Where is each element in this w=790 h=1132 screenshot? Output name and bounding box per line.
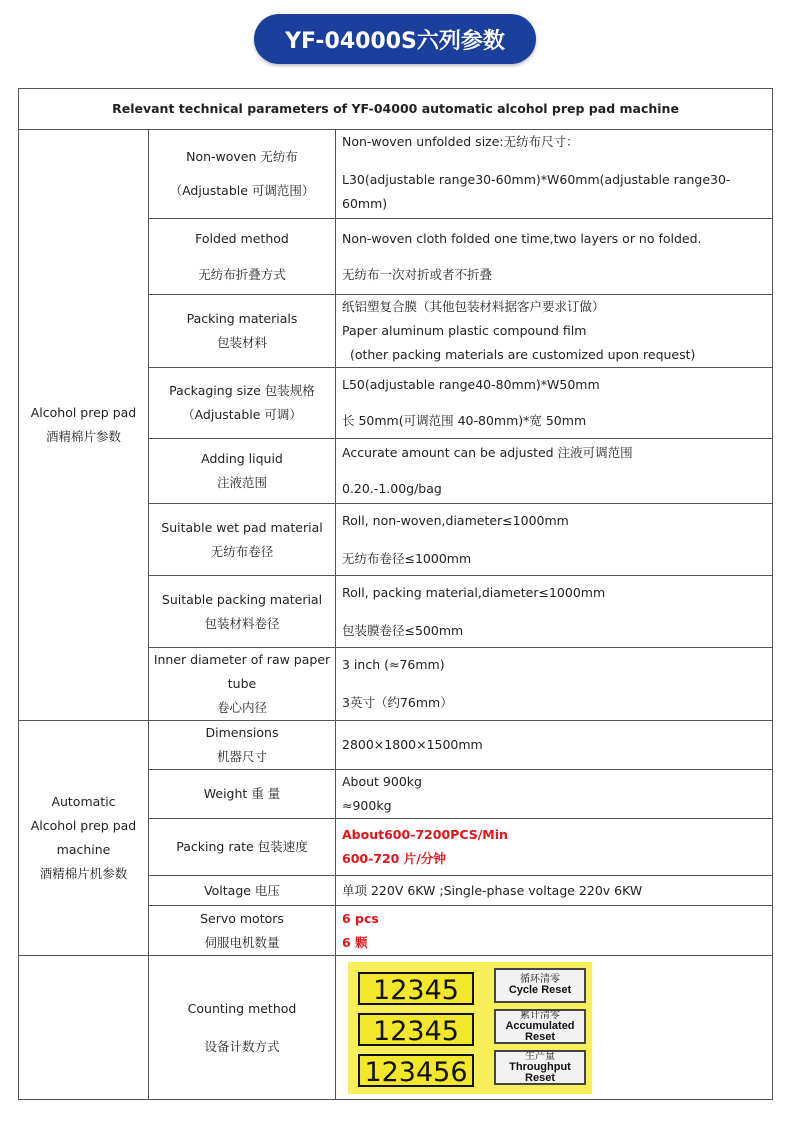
throughput-reset-button[interactable]: 生产量 Throughput Reset — [494, 1050, 586, 1085]
value-adding-liquid: Accurate amount can be adjusted 注液可调范围 0.20.-1.00g/bag — [336, 439, 773, 504]
value-packing-material-roll: Roll, packing material,diameter≤1000mm 包装膜卷径≤500mm — [336, 576, 773, 648]
label-packing-material-roll: Suitable packing material 包装材料卷径 — [149, 576, 336, 648]
label-folded-method: Folded method 无纺布折叠方式 — [149, 219, 336, 295]
cycle-reset-button[interactable]: 循环清零 Cycle Reset — [494, 968, 586, 1003]
value-dimensions: 2800×1800×1500mm — [336, 721, 773, 770]
label-wet-pad-material: Suitable wet pad material 无纺布卷径 — [149, 504, 336, 576]
label-weight: Weight 重 量 — [149, 770, 336, 819]
page-title: YF-04000S六列参数 — [254, 14, 536, 64]
value-inner-diameter: 3 inch (≈76mm) 3英寸（约76mm） — [336, 648, 773, 721]
label-voltage: Voltage 电压 — [149, 876, 336, 906]
label-inner-diameter: Inner diameter of raw paper tube 卷心内径 — [149, 648, 336, 721]
label-packing-materials: Packing materials 包装材料 — [149, 295, 336, 368]
counter-display-throughput: 123456 — [358, 1054, 474, 1087]
value-packaging-size: L50(adjustable range40-80mm)*W50mm 长 50mm(可调范围 40-80mm)*宽 50mm — [336, 368, 773, 439]
counter-panel — [348, 962, 592, 1094]
spec-table — [18, 88, 773, 1100]
category-alcohol-prep-pad: Alcohol prep pad 酒精棉片参数 — [19, 130, 149, 721]
value-packing-rate: About600-7200PCS/Min 600-720 片/分钟 — [336, 819, 773, 876]
label-counting-method: Counting method 设备计数方式 — [149, 956, 336, 1100]
counter-display-cycle: 12345 — [358, 972, 474, 1005]
label-adding-liquid: Adding liquid 注液范围 — [149, 439, 336, 504]
category-machine: Automatic Alcohol prep pad machine 酒精棉片机参数 — [19, 721, 149, 956]
table-heading: Relevant technical parameters of YF-04000 automatic alcohol prep pad machine — [19, 89, 773, 130]
counter-display-accumulated: 12345 — [358, 1013, 474, 1046]
value-counting-method — [336, 956, 773, 1100]
value-non-woven: Non-woven unfolded size:无纺布尺寸： L30(adjustable range30-60mm)*W60mm(adjustable range30-60mm) — [336, 130, 773, 219]
value-weight: About 900kg ≈900kg — [336, 770, 773, 819]
label-dimensions: Dimensions 机器尺寸 — [149, 721, 336, 770]
label-packaging-size: Packaging size 包装规格 （Adjustable 可调） — [149, 368, 336, 439]
accumulated-reset-button[interactable]: 累计清零 Accumulated Reset — [494, 1009, 586, 1044]
category-empty — [19, 956, 149, 1100]
value-wet-pad-material: Roll, non-woven,diameter≤1000mm 无纺布卷径≤1000mm — [336, 504, 773, 576]
label-packing-rate: Packing rate 包装速度 — [149, 819, 336, 876]
value-folded-method: Non-woven cloth folded one time,two layers or no folded. 无纺布一次对折或者不折叠 — [336, 219, 773, 295]
label-non-woven: Non-woven 无纺布 （Adjustable 可调范围） — [149, 130, 336, 219]
value-packing-materials: 纸铝塑复合膜（其他包装材料据客户要求订做） Paper aluminum plastic compound film (other packing materials are customized upon request) — [336, 295, 773, 368]
value-voltage: 单项 220V 6KW ;Single-phase voltage 220v 6KW — [336, 876, 773, 906]
label-servo-motors: Servo motors 伺服电机数量 — [149, 906, 336, 956]
value-servo-motors: 6 pcs 6 颗 — [336, 906, 773, 956]
